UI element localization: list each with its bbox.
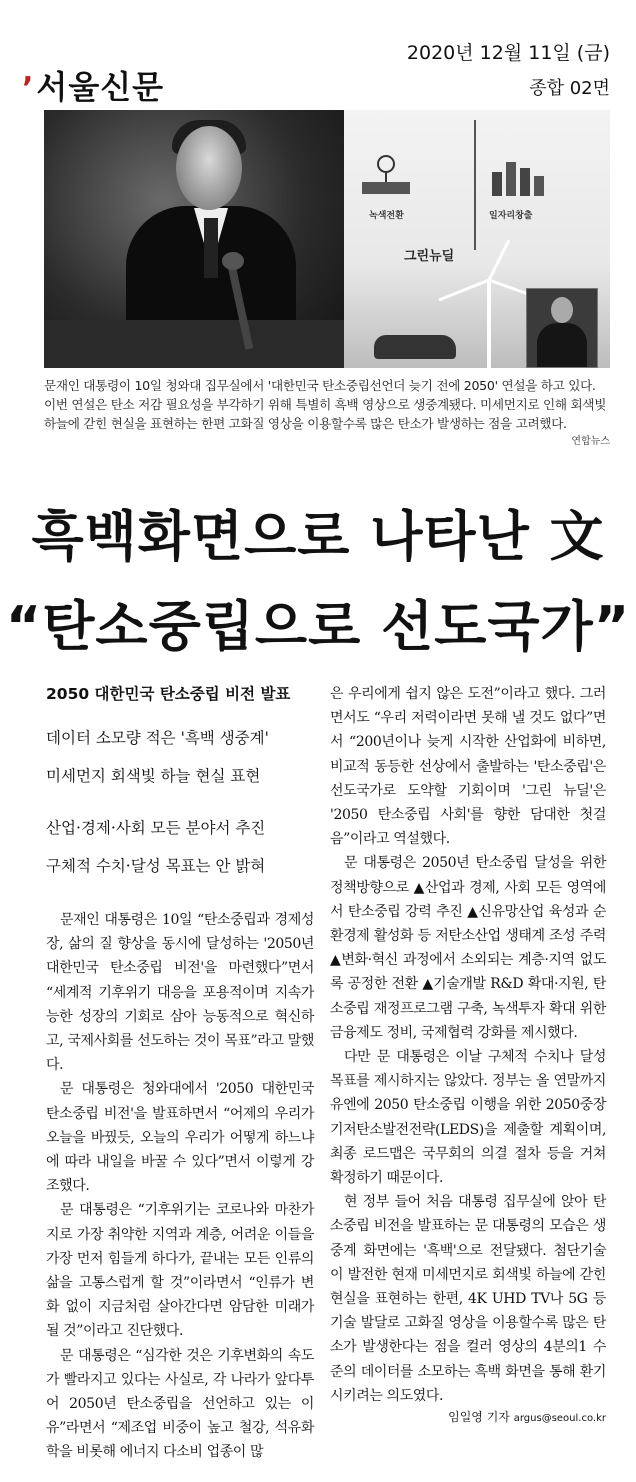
publication-date: 2020년 12월 11일 (금) [406,42,610,64]
paragraph: 다만 문 대통령은 이날 구체적 수치나 달성 목표를 제시하지는 않았다. 정부는 올 연말까지 유엔에 2050 탄소중립 이행을 위한 2050중장기저탄소발전전략(LEDS)을 제출할 계획이며, 최종 로드맵은 국무회의 의결 절차 등을 거쳐 확정하기 때문이다. [330,1049,606,1187]
deck-line: 미세먼지 회색빛 하늘 현실 표현 [46,767,261,785]
deck [46,726,314,878]
screen-label-3: 그린뉴딜 [404,249,455,264]
masthead [0,0,636,108]
screen-label-2: 일자리창출 [489,211,533,221]
headline-line-1: 흑백화면으로 나타난 文 [31,505,605,568]
article-column-left [46,682,314,1465]
photo-caption: 문재인 대통령이 10일 청와대 집무실에서 '대한민국 탄소중립선언더 늦기 전에 2050' 연설을 하고 있다. 이번 연설은 탄소 저감 필요성을 부각하기 위해 특별히 흑백 영상으로 생중계됐다. 미세먼지로 인해 회색빛 하늘에 갇힌 현실을 표현하는 한편 고화질 영상을 이용할수록 많은 탄소가 발생하는 점을 고려했다. [44,378,607,431]
solar-panel-icon [356,154,416,200]
sign-language-interpreter [526,288,598,368]
paragraph: 현 정부 들어 처음 대통령 집무실에 앉아 탄소중립 비전을 발표하는 문 대통령의 모습은 생중계 화면에는 '흑백'으로 전달됐다. 첨단기술이 발전한 현재 미세먼지로 회색빛 하늘에 갇힌 현실을 표현하는 한편, 4K UHD TV나 5G 등 기술 발달로 고화질 영상을 이용할수록 많은 탄소가 발생한다는 점을 컬러 영상의 4분의1 수준의 데이터를 소모하는 흑백 화면을 통해 환기시키려는 의도였다. [330,1194,606,1404]
byline [330,1408,606,1425]
paragraph: 문재인 대통령은 10일 “탄소중립과 경제성장, 삶의 질 향상을 동시에 달성하는 '2050년 대한민국 탄소중립 비전'을 마련했다”면서 “세계적 기후위기 대응을 포용적이며 지속가능한 성장의 기회로 삼아 능동적으로 혁신하고, 국제사회를 선도하는 것이 목표”라고 말했다. [46,912,314,1074]
paragraph: 문 대통령은 “심각한 것은 기후변화의 속도가 빨라지고 있다는 사실로, 각 나라가 앞다투어 2050년 탄소중립을 선언하고 있는 이유”라면서 “제조업 비중이 높고 철강, 석유화학을 비롯해 에너지 다소비 업종이 많 [46,1347,314,1461]
article-body-left [46,908,314,1465]
reporter-email: argus@seoul.co.kr [513,1413,606,1425]
page-section: 종합 02면 [529,78,610,99]
deck-line: 데이터 소모량 적은 '흑백 생중계' [46,729,269,747]
deck-line: 구체적 수치·달성 목표는 안 밝혀 [46,857,266,875]
article-body-right [330,682,606,1408]
paragraph: 은 우리에게 쉽지 않은 도전”이라고 했다. 그러면서도 “우리 저력이라면 못해 낼 것도 없다”면서 “200년이나 늦게 시작한 산업화에 비하면, 비교적 동등한 선상에서 출발하는 '탄소중립'은 선도국가로 도약할 기회이며 '그린 뉴딜'은 '2050 탄소중립 사회'를 향한 담대한 첫걸음”이라고 역설했다. [330,686,606,848]
screen-label-1: 녹색전환 [369,211,404,221]
news-photo [44,110,610,368]
headline-line-2: “탄소중립으로 선도국가” [5,595,631,658]
paragraph: 문 대통령은 “기후위기는 코로나와 마찬가지로 가장 취약한 지역과 계층, 어려운 이들을 가장 먼저 힘들게 하다가, 끝내는 모든 인류의 삶을 고통스럽게 할 것”이라면서 “인류가 변화 없이 지금처럼 살아간다면 암담한 미래가 될 것”이라고 진단했다. [46,1202,314,1340]
reporter-name: 임일영 기자 [448,1410,510,1425]
photo-credit: 연합뉴스 [571,436,610,447]
paragraph: 문 대통령은 2050년 탄소중립 달성을 위한 정책방향으로 ▲산업과 경제, 사회 모든 영역에서 탄소중립 강력 추진 ▲신유망산업 육성과 순환경제 활성화 등 저탄소산업 생태계 조성 주력 ▲변화·혁신 과정에서 소외되는 계층·지역 없도록 공정한 전환 ▲기술개발 R&D 확대·지원, 탄소중립 재정프로그램 구축, 녹색투자 확대 위한 금융제도 정비, 국제협력 강화를 제시했다. [330,855,606,1041]
car-illustration [374,335,456,359]
article-column-right [330,682,606,1425]
city-jobs-icon [484,150,550,200]
subheadline: 2050 대한민국 탄소중립 비전 발표 [46,685,291,703]
newspaper-logo: ’서울신문 [22,68,165,106]
deck-line: 산업·경제·사회 모든 분야서 추진 [46,819,266,837]
paragraph: 문 대통령은 청와대에서 '2050 대한민국 탄소중립 비전'을 발표하면서 “어제의 우리가 오늘을 바꿨듯, 오늘의 우리가 어떻게 하느냐에 따라 내일을 바꿀 수 있다”면서 이렇게 강조했다. [46,1081,314,1195]
